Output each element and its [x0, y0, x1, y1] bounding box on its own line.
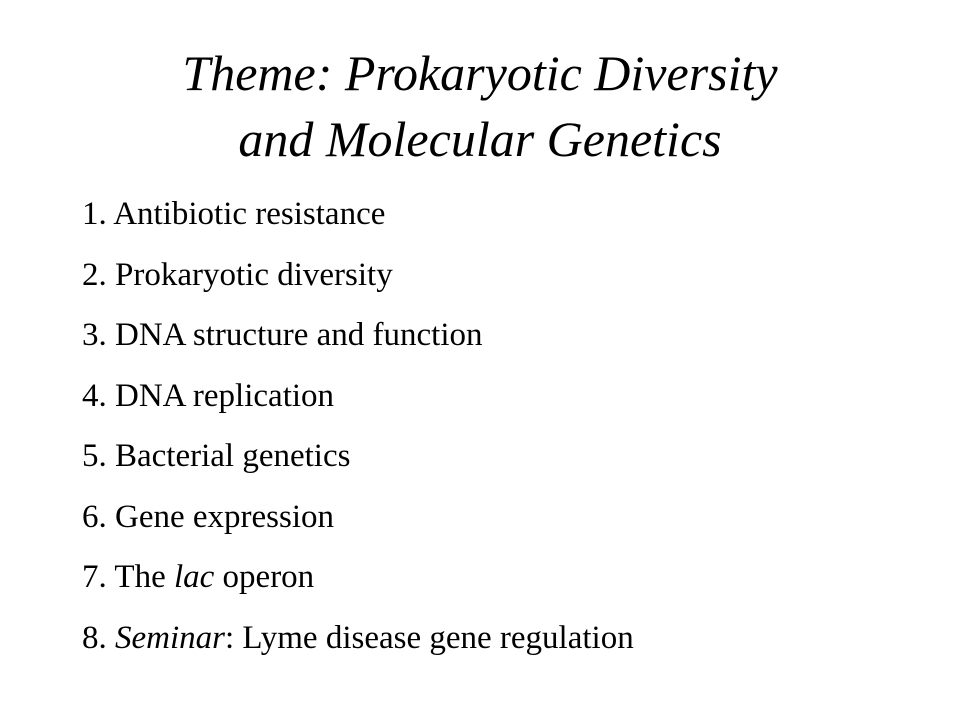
topic-text-post: operon [222, 559, 315, 595]
topic-item-4 [82, 376, 634, 416]
topic-number: 3. [82, 317, 107, 353]
topic-number: 1. [82, 196, 107, 232]
topic-number: 5. [82, 438, 107, 474]
topic-text: Bacterial genetics [115, 438, 351, 474]
topic-item-8 [82, 618, 634, 658]
slide-title-line-1: Theme: Prokaryotic Diversity [182, 45, 778, 101]
topic-text-italic: lac [173, 559, 215, 595]
topic-item-2 [82, 255, 634, 295]
topic-item-5 [82, 436, 634, 476]
topic-number: 8. [82, 619, 107, 656]
topic-text-pre: The [114, 559, 166, 595]
topic-item-3 [82, 315, 634, 355]
topic-text: Gene expression [115, 498, 335, 535]
topic-text: DNA replication [115, 377, 335, 414]
topic-number: 7. [82, 559, 107, 595]
topic-text-italic: Seminar [115, 619, 225, 656]
topic-number: 2. [82, 256, 107, 293]
topic-number: 6. [82, 498, 107, 535]
topic-text: DNA structure and function [115, 317, 483, 353]
topic-item-1 [82, 194, 634, 234]
topic-text-post: : Lyme disease gene regulation [225, 619, 634, 656]
topic-text: Prokaryotic diversity [115, 256, 393, 293]
topic-item-7 [82, 557, 634, 597]
slide-title [0, 40, 960, 172]
topic-item-6 [82, 497, 634, 537]
topic-list [82, 194, 634, 678]
slide-title-line-2: and Molecular Genetics [238, 111, 722, 167]
topic-number: 4. [82, 377, 107, 414]
topic-text: Antibiotic resistance [113, 196, 386, 232]
